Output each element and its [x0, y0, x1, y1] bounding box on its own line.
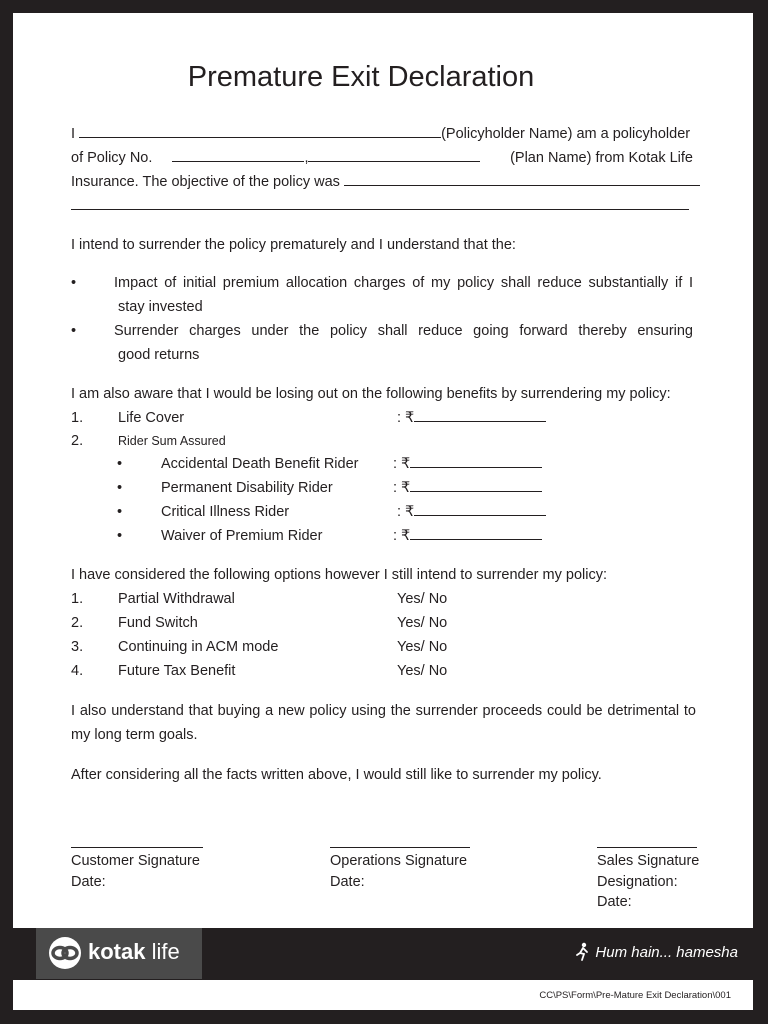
bullet-1-line-2: stay invested — [118, 299, 203, 315]
kotak-logo-mark-icon — [48, 936, 82, 970]
rupee-prefix: : ₹ — [393, 528, 411, 544]
life-cover-amount-field[interactable] — [414, 407, 546, 422]
rider-2-label: Permanent Disability Rider — [161, 480, 333, 496]
customer-signature-label: Customer Signature — [71, 853, 200, 869]
bullet-2-marker: • — [71, 323, 77, 339]
intro-objective-label: Insurance. The objective of the policy was — [71, 174, 340, 190]
form-sheet — [13, 13, 753, 928]
bullet-2-line-2: good returns — [118, 347, 200, 363]
critical-illness-amount-field[interactable] — [414, 501, 546, 516]
brand-wordmark — [88, 939, 180, 965]
benefit-2-number: 2. — [71, 433, 84, 449]
sales-date-label: Date: — [597, 894, 632, 910]
benefit-2-label: Rider Sum Assured — [118, 434, 226, 448]
rupee-prefix: : ₹ — [393, 456, 411, 472]
bullet-1-marker: • — [71, 275, 77, 291]
option-2-number: 2. — [71, 615, 84, 631]
bottom-strip — [13, 980, 753, 1010]
rider-4-amount — [393, 524, 542, 548]
rider-2-marker: • — [117, 480, 123, 496]
policy-number-field[interactable] — [172, 147, 304, 162]
brand-light: life — [145, 939, 180, 964]
operations-signature-line[interactable] — [330, 847, 470, 848]
option-3-yes-no[interactable]: Yes/ No — [397, 639, 448, 655]
tagline-text: Hum hain... hamesha — [595, 943, 738, 961]
intro-line-3 — [71, 170, 700, 194]
new-policy-line-2: my long term goals. — [71, 727, 198, 743]
kotak-life-logo — [36, 928, 202, 979]
new-policy-line-1: I also understand that buying a new policy using the surrender proceeds could be detrimental to — [71, 703, 696, 719]
sales-signature-label: Sales Signature — [597, 853, 700, 869]
intro-line-1 — [71, 122, 690, 146]
option-3-label: Continuing in ACM mode — [118, 639, 279, 655]
option-1-yes-no[interactable]: Yes/ No — [397, 591, 448, 607]
rupee-prefix: : ₹ — [397, 410, 415, 426]
objective-field-continued[interactable] — [71, 209, 689, 210]
intro-plan-name-text: (Plan Name) from Kotak Life — [510, 150, 693, 166]
brand-bold: kotak — [88, 939, 146, 964]
bullet-1-line-1: Impact of initial premium allocation charges of my policy shall reduce substantially if I — [114, 275, 693, 291]
intro-i: I — [71, 126, 76, 142]
page-title: Premature Exit Declaration — [187, 61, 535, 93]
footer-band — [0, 928, 768, 980]
understand-heading: I intend to surrender the policy prematurely and I understand that the: — [71, 237, 516, 253]
policyholder-name-field[interactable] — [79, 123, 441, 138]
sales-designation-label: Designation: — [597, 874, 678, 890]
rider-3-marker: • — [117, 504, 123, 520]
rider-1-marker: • — [117, 456, 123, 472]
customer-date-label: Date: — [71, 874, 106, 890]
benefit-1-amount — [397, 406, 546, 430]
intro-policyholder-text: (Policyholder Name) am a policyholder — [441, 126, 691, 142]
sales-signature-line[interactable] — [597, 847, 697, 848]
benefits-heading: I am also aware that I would be losing out on the following benefits by surrendering my policy: — [71, 386, 671, 402]
option-3-number: 3. — [71, 639, 84, 655]
rupee-prefix: : ₹ — [397, 504, 415, 520]
objective-field[interactable] — [344, 171, 700, 186]
waiver-premium-amount-field[interactable] — [410, 525, 542, 540]
rider-1-amount — [393, 452, 542, 476]
rider-1-label: Accidental Death Benefit Rider — [161, 456, 359, 472]
option-2-yes-no[interactable]: Yes/ No — [397, 615, 448, 631]
rider-3-label: Critical Illness Rider — [161, 504, 290, 520]
rupee-prefix: : ₹ — [393, 480, 411, 496]
benefit-1-number: 1. — [71, 410, 84, 426]
option-1-number: 1. — [71, 591, 84, 607]
intro-line-2 — [71, 146, 693, 170]
intro-comma: , — [304, 150, 309, 166]
bullet-2-line-1: Surrender charges under the policy shall reduce going forward thereby ensuring — [114, 323, 693, 339]
benefit-1-label: Life Cover — [118, 410, 185, 426]
option-4-yes-no[interactable]: Yes/ No — [397, 663, 448, 679]
runner-figure-icon — [575, 942, 591, 962]
rider-3-amount — [397, 500, 546, 524]
plan-name-field[interactable] — [308, 147, 480, 162]
accidental-death-amount-field[interactable] — [410, 453, 542, 468]
operations-date-label: Date: — [330, 874, 365, 890]
customer-signature-line[interactable] — [71, 847, 203, 848]
tagline — [575, 942, 738, 962]
rider-4-marker: • — [117, 528, 123, 544]
permanent-disability-amount-field[interactable] — [410, 477, 542, 492]
option-2-label: Fund Switch — [118, 615, 198, 631]
form-reference-code: CC\PS\Form\Pre-Mature Exit Declaration\001 — [539, 990, 731, 1001]
final-statement: After considering all the facts written above, I would still like to surrender my policy. — [71, 767, 602, 783]
intro-policy-no-label: of Policy No. — [71, 150, 153, 166]
option-1-label: Partial Withdrawal — [118, 591, 235, 607]
option-4-label: Future Tax Benefit — [118, 663, 236, 679]
operations-signature-label: Operations Signature — [330, 853, 468, 869]
option-4-number: 4. — [71, 663, 84, 679]
rider-2-amount — [393, 476, 542, 500]
rider-4-label: Waiver of Premium Rider — [161, 528, 323, 544]
options-heading: I have considered the following options however I still intend to surrender my policy: — [71, 567, 607, 583]
